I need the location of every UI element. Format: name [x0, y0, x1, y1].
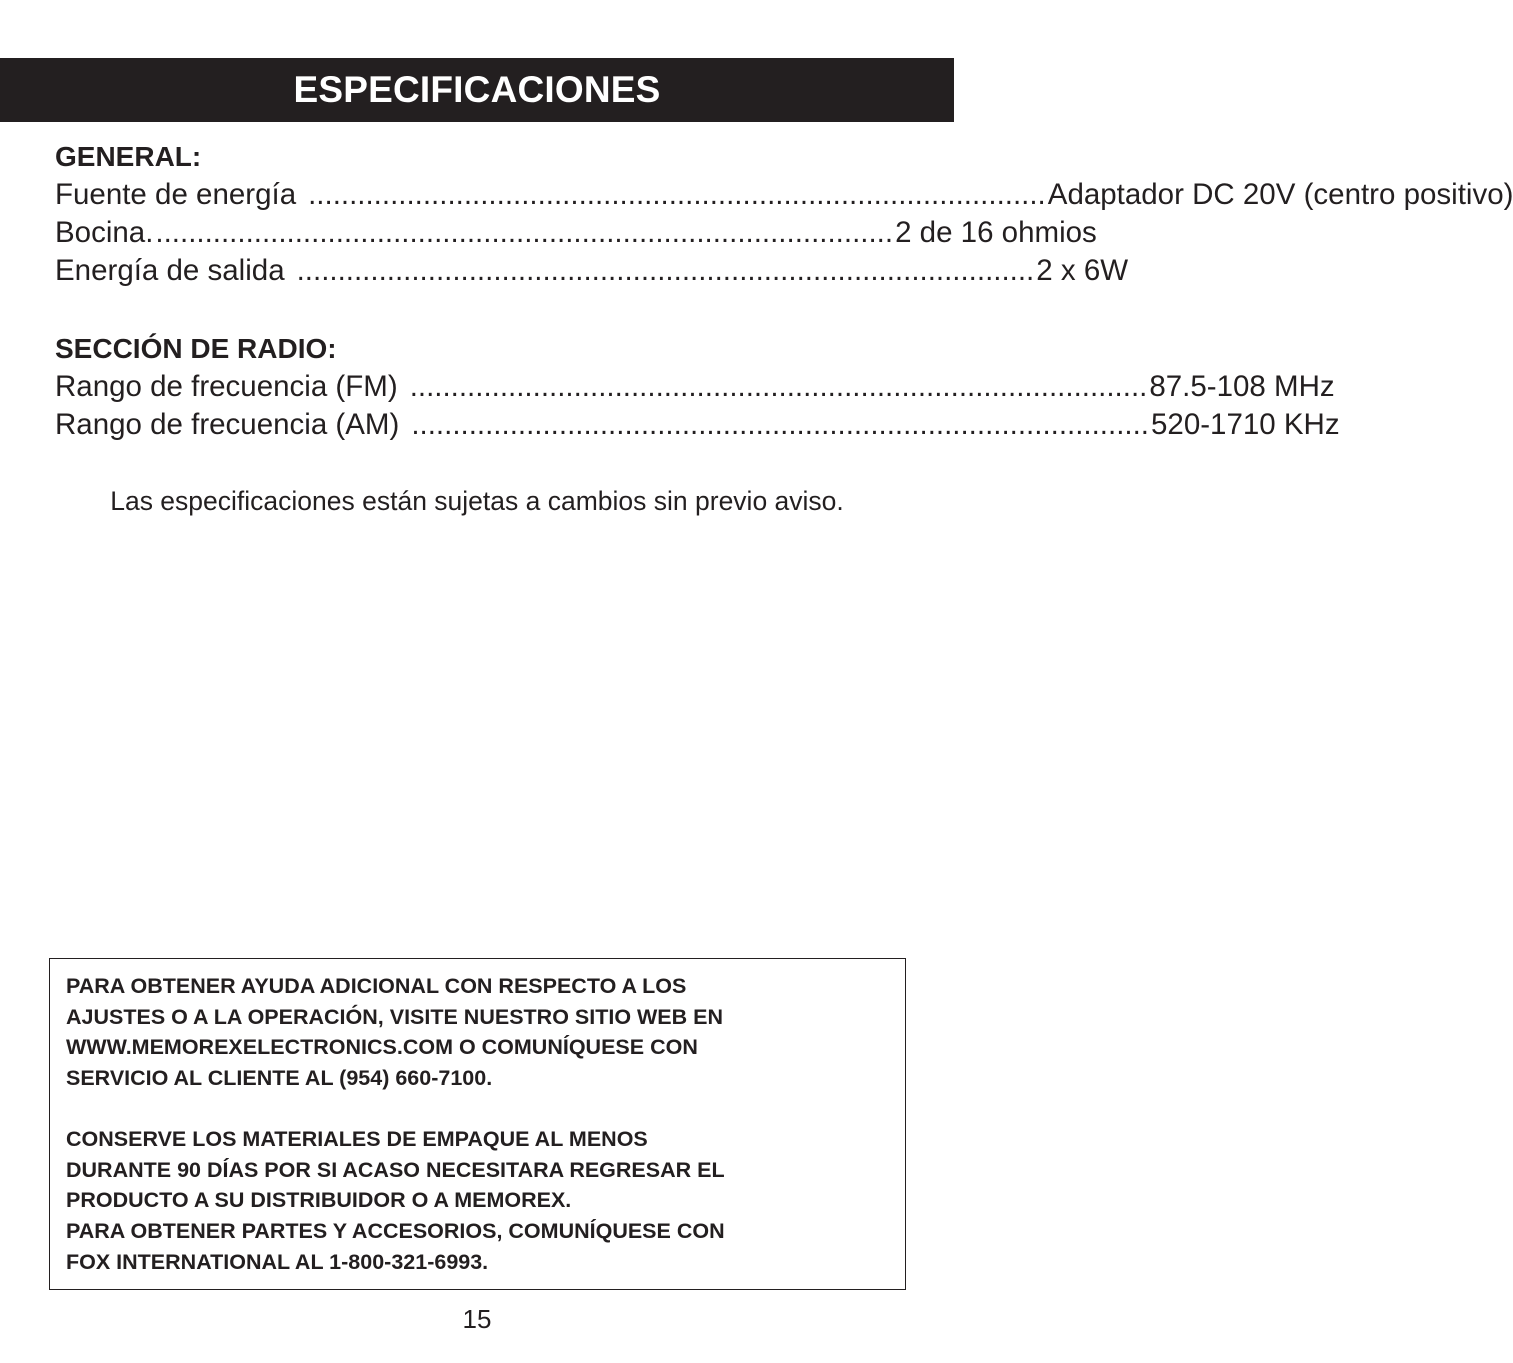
spec-value: 2 x 6W: [1036, 254, 1129, 287]
notice-line: SERVICIO AL CLIENTE AL (954) 660-7100.: [66, 1066, 493, 1091]
help-notice: [66, 971, 889, 1094]
spec-label: Fuente de energía: [55, 178, 297, 211]
notice-line: DURANTE 90 DÍAS POR SI ACASO NECESITARA REGRESAR EL: [66, 1157, 725, 1182]
notice-box: [49, 958, 906, 1290]
notice-line: CONSERVE LOS MATERIALES DE EMPAQUE AL MENOS: [66, 1126, 648, 1151]
notice-line: PARA OBTENER AYUDA ADICIONAL CON RESPECTO A LOS: [66, 974, 687, 998]
general-section-title: GENERAL:: [55, 141, 202, 172]
page-title: ESPECIFICACIONES: [293, 69, 661, 110]
notice-line: WWW.MEMOREXELECTRONICS.COM O COMUNÍQUESE CON: [66, 1035, 698, 1060]
header-bar: [0, 58, 954, 122]
spec-label: Rango de frecuencia (FM): [55, 370, 398, 403]
packaging-notice: [66, 1124, 889, 1278]
dot-leader: ..........................................................................................: [155, 216, 894, 249]
spec-row-speaker: [55, 216, 1097, 250]
page-number: 15: [462, 1304, 492, 1334]
spec-label: Bocina.: [55, 216, 154, 249]
dot-leader: ..........................................................................................: [409, 370, 1148, 403]
dot-leader: ..........................................................................................: [411, 408, 1149, 441]
notice-line: PARA OBTENER PARTES Y ACCESORIOS, COMUNÍQUESE CON: [66, 1218, 725, 1243]
radio-section-title: SECCIÓN DE RADIO:: [55, 333, 337, 364]
notice-line: PRODUCTO A SU DISTRIBUIDOR O A MEMOREX.: [66, 1188, 572, 1213]
spec-value: 520-1710 KHz: [1151, 408, 1340, 441]
spec-label: Rango de frecuencia (AM): [55, 408, 400, 441]
spec-row-fm-range: [55, 370, 1335, 404]
disclaimer-text: Las especificaciones están sujetas a cambios sin previo aviso.: [110, 486, 844, 516]
notice-spacer: [66, 1094, 889, 1124]
spec-label: Energía de salida: [55, 254, 285, 287]
spec-row-am-range: [55, 408, 1340, 442]
spec-value: 87.5-108 MHz: [1149, 370, 1335, 403]
spec-value: 2 de 16 ohmios: [895, 216, 1097, 249]
spec-row-power-source: [55, 178, 1513, 212]
spec-row-output-power: [55, 254, 1129, 288]
spec-value: Adaptador DC 20V (centro positivo): [1047, 178, 1513, 211]
notice-line: AJUSTES O A LA OPERACIÓN, VISITE NUESTRO SITIO WEB EN: [66, 1004, 724, 1029]
dot-leader: ..........................................................................................: [308, 178, 1046, 211]
notice-line: FOX INTERNATIONAL AL 1-800-321-6993.: [66, 1249, 489, 1274]
dot-leader: ..........................................................................................: [296, 254, 1035, 287]
